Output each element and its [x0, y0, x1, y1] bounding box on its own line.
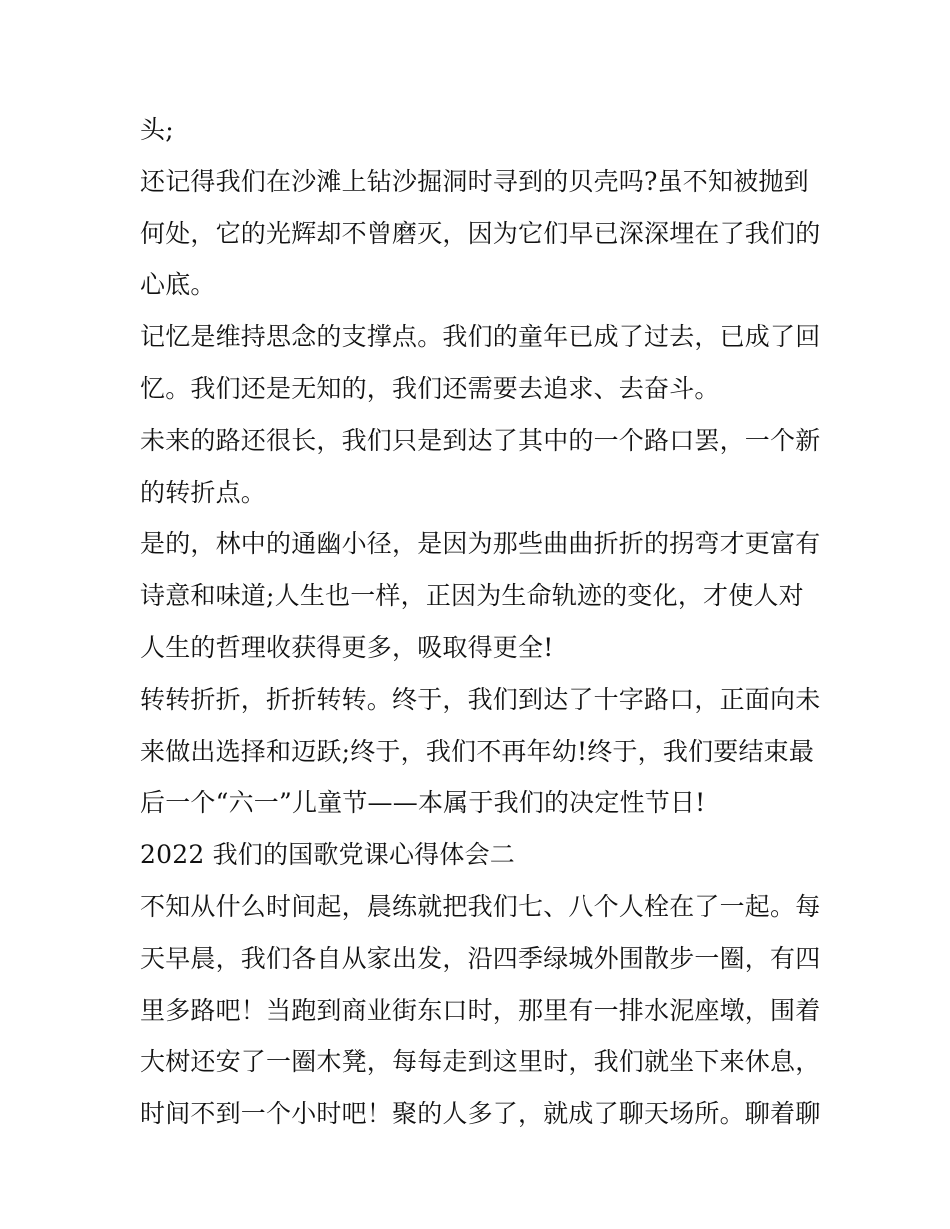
text-line: 转转折折，折折转转。终于，我们到达了十字路口，正面向未 [140, 684, 821, 714]
text-line: 还记得我们在沙滩上钻沙掘洞时寻到的贝壳吗?虽不知被抛到 [140, 166, 809, 196]
text-line: 人生的哲理收获得更多，吸取得更全! [140, 632, 554, 662]
text-line: 心底。 [140, 270, 216, 300]
section-heading: 2022 我们的国歌党课心得体会二 [140, 840, 515, 870]
text-line: 诗意和味道;人生也一样，正因为生命轨迹的变化，才使人对 [140, 581, 804, 611]
text-line: 大树还安了一圈木凳，每每走到这里时，我们就坐下来休息， [140, 1047, 821, 1077]
text-line: 里多路吧！当跑到商业街东口时，那里有一排水泥座墩，围着 [140, 995, 821, 1025]
text-line: 天早晨，我们各自从家出发，沿四季绿城外围散步一圈，有四 [140, 943, 821, 973]
text-line: 头; [140, 115, 174, 144]
text-line: 不知从什么时间起，晨练就把我们七、八个人栓在了一起。每 [140, 891, 821, 921]
text-line: 是的，林中的通幽小径，是因为那些曲曲折折的拐弯才更富有 [140, 529, 821, 559]
text-line: 未来的路还很长，我们只是到达了其中的一个路口罢，一个新 [140, 425, 821, 455]
text-line: 忆。我们还是无知的，我们还需要去追求、去奋斗。 [140, 373, 720, 403]
text-line: 后一个“六一”儿童节——本属于我们的决定性节日! [140, 788, 706, 818]
text-line: 时间不到一个小时吧！聚的人多了，就成了聊天场所。聊着聊 [140, 1099, 821, 1129]
text-line: 的转折点。 [140, 477, 267, 507]
document-body [140, 104, 820, 1140]
text-line: 记忆是维持思念的支撑点。我们的童年已成了过去，已成了回 [140, 322, 821, 352]
text-line: 何处，它的光辉却不曾磨灭，因为它们早已深深埋在了我们的 [140, 218, 821, 248]
text-line: 来做出选择和迈跃;终于，我们不再年幼!终于，我们要结束最 [140, 736, 815, 766]
